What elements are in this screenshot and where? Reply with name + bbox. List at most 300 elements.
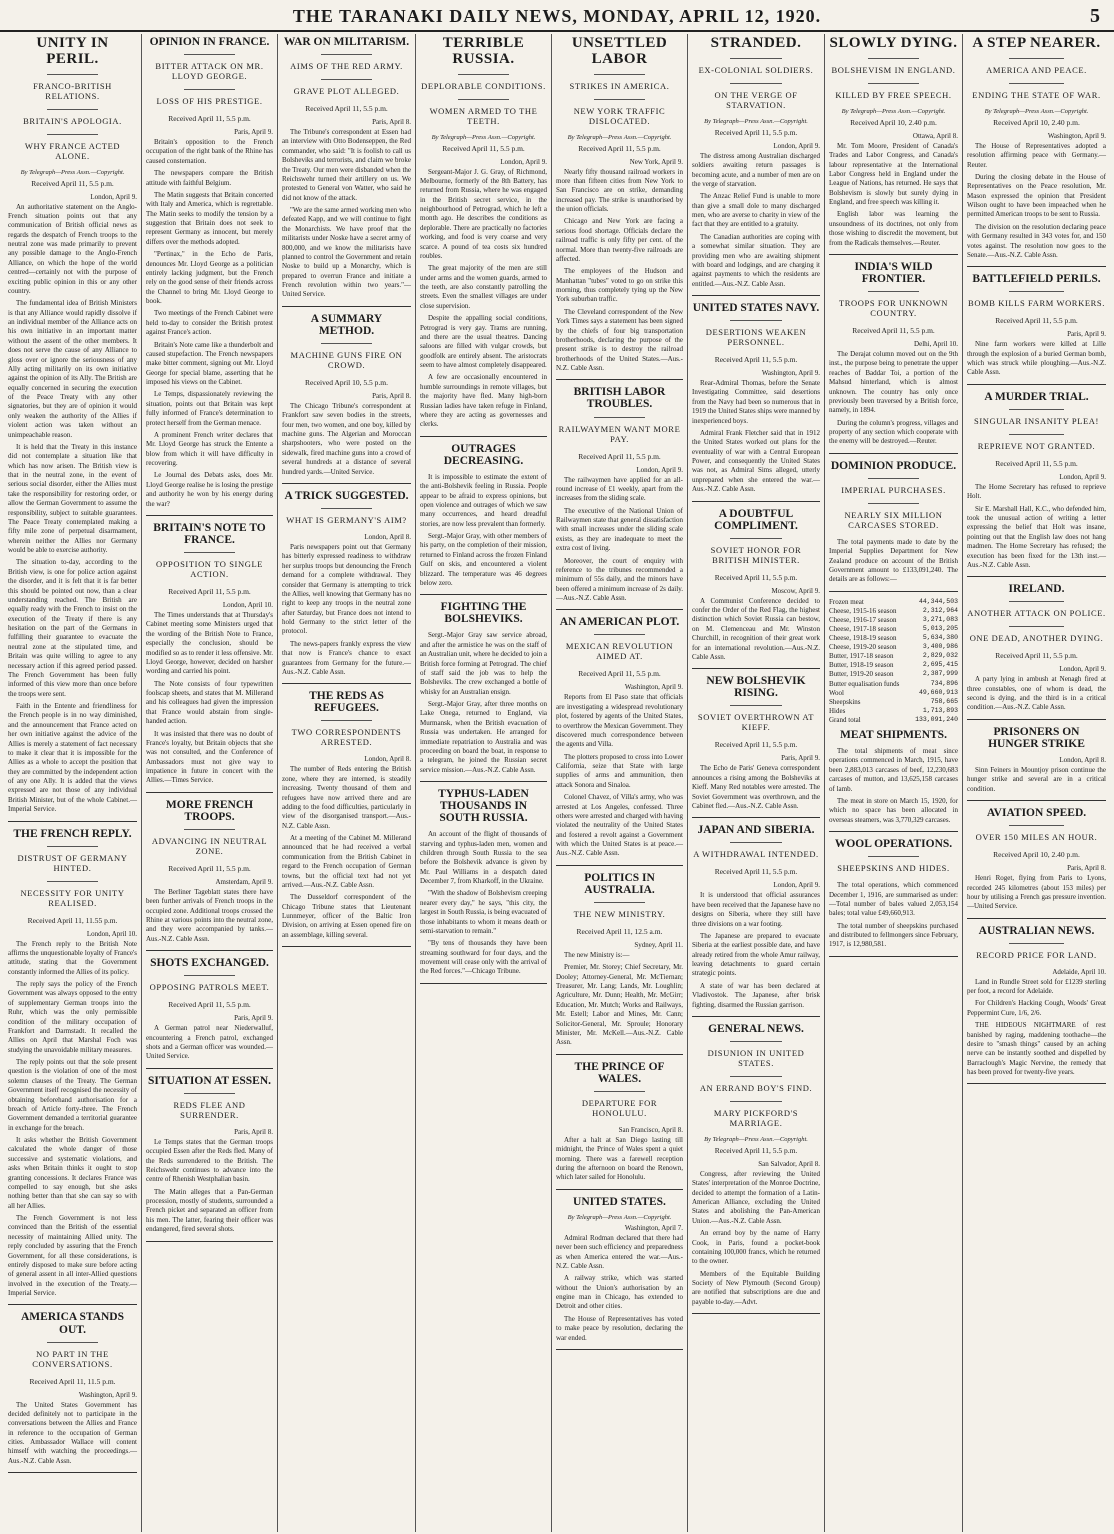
divider bbox=[47, 1342, 99, 1343]
story-paragraph: Admiral Frank Fletcher said that in 1912 the United States worked out plans for the eventuality of war with a Central European Power, and consequently the United States was not, as Admiral Sims alleged, utterly unprepared when she entered the war.—Aus.-N.Z. Cable Assn. bbox=[692, 428, 820, 494]
story-paragraph: A Communist Conference decided to confer the Order of the Red Flag, the highest distinction which Soviet Russia can bestow, on M. Clemenceau and Mr. Winston Churchill, in recognition of their great work for an international revolution.—Aus.-N.Z. Cable Assn. bbox=[692, 596, 820, 661]
story-paragraph: Henri Roget, flying from Paris to Lyons, recorded 245 kilometres (about 153 miles) per hour by utilising a French gas pressure invention.—United Service. bbox=[967, 874, 1106, 911]
story-paragraph: The Chicago Tribune's correspondent at Frankfort saw seven bodies in the streets, four men, two women, and one boy, killed by machine guns. The Algerian and Moroccan sharpshooters, who were posted on the sidewalk, fired machine guns into a crowd of several hundreds at a distance of several hundred yards.—United Service. bbox=[282, 401, 411, 476]
story-paragraph: The Derajat column moved out on the 9th inst., the purpose being to penetrate the upper reaches of Baddar Toi, a portion of the Mahsud hinterland, which is almost unknown. The country has only once previously been traversed by a British force, namely, in 1894. bbox=[829, 350, 958, 415]
table-row bbox=[829, 670, 958, 679]
story-subheading: OPPOSITION TO SINGLE ACTION. bbox=[155, 559, 264, 580]
story-subheading: DEPARTURE FOR HONOLULU. bbox=[581, 1097, 658, 1118]
story-body bbox=[967, 978, 1106, 1078]
story-body bbox=[556, 168, 683, 374]
dateline: London, April 8. bbox=[1059, 755, 1106, 764]
news-story bbox=[967, 583, 1106, 720]
story-paragraph: At a meeting of the Cabinet M. Millerand announced that he had received a verbal communication from the British Cabinet in regard to the French occupation of German towns, but the official text had not yet arrived.—Aus.-N.Z. Cable Assn. bbox=[282, 834, 411, 889]
received-time: Received April 10, 2.40 p.m. bbox=[993, 850, 1080, 860]
story-subheading: A WITHDRAWAL INTENDED. bbox=[693, 849, 819, 860]
divider bbox=[321, 54, 373, 55]
table-item: Cheese, 1916-17 season bbox=[829, 615, 897, 624]
story-paragraph: The Anzac Relief Fund is unable to more than give a small dole to many discharged men, who are averse to charity in view of the fact that they are entitled to a gratuity. bbox=[692, 192, 820, 229]
story-separator bbox=[829, 591, 958, 592]
story-headline: BATTLEFIELD PERILS. bbox=[972, 273, 1101, 286]
received-time: Received April 11, 5.5 p.m. bbox=[305, 104, 388, 114]
press-credit: By Telegraph—Press Assn.—Copyright. bbox=[704, 117, 808, 125]
divider bbox=[594, 1091, 645, 1092]
divider bbox=[730, 83, 781, 84]
story-paragraph: The Cleveland correspondent of the New York Times says a statement has been signed by the chiefs of four big transportation brotherhoods, declaring the purpose of the present strike is to destroy the railroad brotherhoods of the United States.—Aus.-N.Z. Cable Assn. bbox=[556, 307, 683, 372]
produce-payments-table bbox=[829, 598, 958, 725]
received-time: Received April 11, 5.5 p.m. bbox=[578, 451, 661, 461]
story-paragraph: Sergt.-Major Gray, after three months on Lake Onega, returned to England, via Murmansk, when the British evacuation of Russia was undertaken. He arranged for immediate repatriation to Australia and was proceeding on board the boat, in response to a telegram, he joined the Russian secret service mission.—Aus.-N.Z. Cable Assn. bbox=[420, 700, 547, 774]
received-time: Received April 11, 5.5 p.m. bbox=[714, 867, 798, 877]
story-separator bbox=[282, 483, 411, 484]
received-time: Received April 11, 5.5 p.m. bbox=[168, 863, 251, 873]
story-body bbox=[829, 747, 958, 825]
story-paragraph: The meat in store on March 15, 1920, for which no space has been allocated in overseas steamers, was 3,770,329 carcases. bbox=[829, 796, 958, 824]
story-separator bbox=[556, 379, 683, 380]
received-time: Received April 11, 5.5 p.m. bbox=[578, 669, 661, 679]
story-separator bbox=[146, 1241, 273, 1242]
received-time: Received April 11, 5.5 p.m. bbox=[442, 143, 525, 153]
story-headline: AMERICA STANDS OUT. bbox=[21, 1311, 124, 1336]
dateline: London, April 9. bbox=[500, 157, 547, 166]
news-story bbox=[282, 313, 411, 484]
table-item: Butter, 1919-20 season bbox=[829, 670, 894, 679]
news-story bbox=[967, 36, 1106, 267]
story-separator bbox=[829, 453, 958, 454]
story-paragraph: Admiral Rodman declared that there had never been such efficiency and preparedness as when America entered the war.—Aus.-N.Z. Cable Assn. bbox=[556, 1233, 683, 1270]
divider bbox=[184, 975, 235, 976]
story-paragraph: The employees of the Hudson and Manhattan "tubes" voted to go on strike this morning, thus completely tying up the New York suburban traffic. bbox=[556, 267, 683, 304]
story-subheading: NEW YORK TRAFFIC DISLOCATED. bbox=[573, 105, 666, 126]
news-story bbox=[146, 522, 273, 793]
story-paragraph: The Canadian authorities are coping with a somewhat similar situation. They are providing men who are awaiting shipment with board and lodgings, and are charging it against payments to which the residents are entitled.—Aus.-N.Z. Cable Assn. bbox=[692, 232, 820, 288]
story-paragraph: Sergt.-Major Gray, with other members of his party, on the completion of their mission, returned to Finland across the frozen Finland Gulf on skis, and encountered a violent blizzard. The temperature was 46 degrees below zero. bbox=[420, 532, 547, 587]
news-story bbox=[556, 1196, 683, 1350]
story-paragraph: The executive of the National Union of Railwaymen state that general dissatisfaction with small increases under the sliding scale exists, as they are inadequate to meet the extra cost of living. bbox=[556, 506, 683, 553]
table-row bbox=[829, 643, 958, 652]
divider bbox=[594, 634, 645, 635]
story-paragraph: A railway strike, which was started without the Union's authorisation by an engine man in Chicago, has extended to Detroit and other cities. bbox=[556, 1274, 683, 1311]
story-separator bbox=[692, 817, 820, 818]
story-paragraph: An errand boy by the name of Harry Cook, in Paris, found a pocket-book containing 100,000 francs, which he returned to the owner. bbox=[692, 1229, 820, 1266]
story-headline: UNITED STATES NAVY. bbox=[692, 302, 820, 314]
story-paragraph: Le Temps states that the German troops occupied Essen after the Reds fled. Many of the Reds surrendered to the British. The Reichswehr continues to advance into the centre of Rhenish Westphalian basin. bbox=[146, 1137, 273, 1184]
story-body bbox=[8, 1401, 137, 1467]
news-story bbox=[556, 386, 683, 610]
table-amount: 49,660,913 bbox=[918, 688, 958, 696]
story-subheading: DESERTIONS WEAKEN PERSONNEL. bbox=[705, 327, 807, 348]
table-row bbox=[829, 698, 958, 707]
story-subheading: DISTRUST OF GERMANY HINTED. bbox=[17, 852, 128, 873]
column-6 bbox=[688, 34, 825, 1532]
story-paragraph: The Matin alleges that a Pan-German procession, mostly of students, surrounded a French picket and separated an officer from his men. The latter, fearing their officer was endangered, fired several shots. bbox=[146, 1187, 273, 1234]
story-paragraph: A few are occasionally encountered in humble surroundings in remote villages, but the majority have fled. Many high-born Russian ladies have taken refuge in Finland, where they are acting as governesses and clerks. bbox=[420, 373, 547, 429]
news-story bbox=[282, 490, 411, 684]
story-subheading: TWO CORRESPONDENTS ARRESTED. bbox=[291, 727, 402, 748]
story-separator bbox=[967, 1083, 1106, 1084]
dateline: Sydney, April 11. bbox=[634, 940, 683, 949]
divider bbox=[868, 503, 920, 504]
story-separator bbox=[146, 1068, 273, 1069]
news-story bbox=[967, 925, 1106, 1085]
story-headline: TERRIBLE RUSSIA. bbox=[442, 35, 525, 67]
divider bbox=[184, 54, 235, 55]
news-story bbox=[420, 443, 547, 596]
dateline: Paris, April 8. bbox=[372, 391, 411, 400]
received-time: Received April 11, 5.5 p.m. bbox=[714, 740, 798, 750]
story-subheading: DEPLORABLE CONDITIONS. bbox=[421, 80, 546, 91]
received-time: Received April 10, 5.5 p.m. bbox=[305, 377, 388, 387]
story-headline: A TRICK SUGGESTED. bbox=[284, 489, 409, 502]
divider bbox=[868, 478, 920, 479]
newspaper-columns bbox=[4, 34, 1110, 1532]
news-story bbox=[829, 36, 958, 255]
divider bbox=[1009, 58, 1065, 59]
story-subheading: NEARLY SIX MILLION CARCASES STORED. bbox=[844, 509, 943, 530]
dateline: London, April 9. bbox=[773, 881, 820, 890]
dateline: San Francisco, April 8. bbox=[618, 1125, 683, 1134]
story-body bbox=[282, 402, 411, 477]
divider bbox=[184, 1093, 235, 1094]
story-separator bbox=[556, 609, 683, 610]
story-paragraph: Despite the appalling social conditions, Petrograd is very gay. Trams are running, and there are the usual theatres. Dancing saloons are filled with vulgar crowds, but goodfolk are entirely absent. The aristocrats seem to have almost completely disappeared. bbox=[420, 314, 547, 369]
news-story bbox=[8, 828, 137, 1306]
story-paragraph: The railwaymen have applied for an all-round increase of £1 weekly, apart from the increases from the sliding scale. bbox=[556, 475, 683, 503]
table-row bbox=[829, 634, 958, 643]
dateline: London, April 10. bbox=[222, 601, 273, 610]
received-time: Received April 11, 5.5 p.m. bbox=[714, 1145, 798, 1155]
story-body bbox=[556, 476, 683, 604]
story-body bbox=[282, 543, 411, 677]
story-paragraph: Rear-Admiral Thomas, before the Senate Investigating Committee, said desertions from the Navy had been so numerous that in 1919 the United States ships were manned by inexperienced boys. bbox=[692, 379, 820, 425]
news-story bbox=[282, 690, 411, 947]
story-body bbox=[692, 891, 820, 1010]
table-row bbox=[829, 680, 958, 689]
story-paragraph: The situation to-day, according to the British view, is one for police action against the disorder, and it is felt that it is far better this should be pointed out now, than a clear understanding reached. The British are equally ready with the French to insist on the execution of the Treaty if there is any hesitation on the part of the Germans in fulfilling their guarantee to evacuate the neutral zone at the stipulated time, and Britain was quite willing to agree to any necessary action if this agreed period passed. The French Government has been fully informed of this view more than once before the troops were sent. bbox=[8, 558, 137, 698]
dateline: London, April 10. bbox=[86, 929, 137, 938]
story-separator bbox=[146, 950, 273, 951]
dateline: Paris, April 8. bbox=[1067, 864, 1106, 873]
received-time: Received April 11, 11.5 p.m. bbox=[29, 1376, 116, 1386]
story-separator bbox=[8, 1472, 137, 1473]
news-story bbox=[556, 1061, 683, 1190]
story-subheading: NO PART IN THE CONVERSATIONS. bbox=[32, 1348, 113, 1369]
story-paragraph: After a halt at San Diego lasting till midnight, the Prince of Wales spent a quiet morning. There was a farewell reception during the afternoon on board the Renown, which later sailed for Honolulu. bbox=[556, 1135, 683, 1182]
story-body bbox=[829, 350, 958, 447]
dateline: Amsterdam, April 9. bbox=[215, 877, 273, 886]
divider bbox=[184, 89, 235, 90]
column-2 bbox=[142, 34, 278, 1532]
divider bbox=[1009, 291, 1065, 292]
story-paragraph: An authoritative statement on the Anglo-French situation points out that any communication of British official news as regards the despatch of French troops to the neutral zone was made primarily to prevent any possible damage to the Anglo-French Alliance, on which the hope of the world centred—certainly not with the purpose of exciting public opinion in this or any other country. bbox=[8, 202, 137, 295]
news-story bbox=[967, 807, 1106, 919]
divider bbox=[321, 720, 373, 721]
story-paragraph: During the column's progress, villages and property of any section which cooperate with the enemy will be destroyed.—Reuter. bbox=[829, 418, 958, 446]
story-body bbox=[282, 128, 411, 300]
story-paragraph: Reports from El Paso state that officials are investigating a widespread revolutionary plot, fostered by agents of the United States, to overthrow the Mexican Government. They discovered much correspondence between the agents and Villa. bbox=[556, 693, 684, 749]
dateline: New York, April 9. bbox=[629, 157, 683, 166]
story-paragraph: It is held that the Treaty in this instance did not contemplate a situation like that which has now arisen. The British view is that in the neutral zone, in the event of serious social disorder, either the Allies must take the responsibility for restoring order, or allow the German Government to assume the responsibility, subject to suitable guarantees. The Peace Treaty contemplated making a fifty mile zone of perpetual disarmament, wherein neither the Allies nor Germany would be able to exercise authority. bbox=[8, 442, 137, 554]
received-time: Received April 11, 5.5 p.m. bbox=[714, 127, 798, 137]
divider bbox=[730, 1101, 781, 1102]
table-item: Cheese, 1917-18 season bbox=[829, 624, 897, 633]
news-story bbox=[692, 508, 820, 670]
story-subheading: THE NEW MINISTRY. bbox=[573, 908, 666, 919]
column-5 bbox=[552, 34, 688, 1532]
story-paragraph: The United States Government has decided definitely not to participate in the conversations between the Allies and France in reference to the occupation of German cities. Ambassador Wallace will content himself with watching the proceedings.—Aus.-N.Z. Cable Assn. bbox=[8, 1400, 137, 1465]
story-subheading: RECORD PRICE FOR LAND. bbox=[976, 949, 1097, 960]
story-headline: BRITISH LABOR TROUBLES. bbox=[573, 386, 666, 411]
story-body bbox=[692, 764, 820, 811]
story-subheading: GRAVE PLOT ALLEGED. bbox=[293, 86, 400, 97]
story-paragraph: The Berliner Tageblatt states there have been further arrivals of French troops in the occupied zone. Additional troops crossed the Rhine at various points into the neutral zone, and they were accompanied by tanks.—Aus.-N.Z. Cable Assn. bbox=[146, 887, 273, 943]
story-paragraph: Sergt.-Major Gray saw service abroad, and after the armistice he was on the staff of an Australian unit, where he decided to join a British force forming at Petrograd. The chief of staff said the job was to help the Bolsheviks. The crew exchanged a bottle of whisky for an Australian ensign. bbox=[420, 631, 547, 696]
story-body bbox=[556, 1234, 683, 1343]
story-headline: GENERAL NEWS. bbox=[708, 1022, 804, 1035]
table-amount: 2,312,964 bbox=[922, 606, 958, 614]
story-paragraph: "By tens of thousands they have been streaming southward for four days, and the movement will cease only with the arrival of the Red forces."—Chicago Tribune. bbox=[420, 939, 547, 976]
story-paragraph: Britain's Note came like a thunderbolt and caused stupefaction. The French newspapers make bitter comment, signing out Mr. Lloyd George for special blame, asserting that he imposed his views on the Cabinet. bbox=[146, 340, 273, 387]
dateline: London, April 9. bbox=[773, 141, 820, 150]
received-time: Received April 11, 5.5 p.m. bbox=[168, 587, 251, 597]
story-headline: SITUATION AT ESSEN. bbox=[147, 1074, 272, 1087]
news-story bbox=[692, 1023, 820, 1314]
story-paragraph: An account of the flight of thousands of starving and typhus-laden men, women and children through South Russia to the sea before the Bolshevik advance is given by Mr. Paul Williams in a despatch dated December 7, from Kharkoff, in the Ukraine. bbox=[420, 830, 547, 886]
story-headline: IRELAND. bbox=[1008, 583, 1065, 596]
story-separator bbox=[420, 436, 547, 437]
table-item: Butter equalisation funds bbox=[829, 679, 900, 688]
story-subheading: BITTER ATTACK ON MR. LLOYD GEORGE. bbox=[155, 61, 264, 82]
dateline: Washington, April 9. bbox=[78, 1390, 137, 1399]
press-credit: By Telegraph—Press Assn.—Copyright. bbox=[984, 107, 1089, 115]
story-separator bbox=[146, 792, 273, 793]
story-subheading: SHEEPSKINS AND HIDES. bbox=[837, 863, 950, 874]
dateline: Moscow, April 9. bbox=[771, 586, 820, 595]
story-paragraph: It asks whether the British Government calculated the whole danger of those successive and systematic violations, and asks when Britain thinks it ought to stop granting concessions. It declares France was compelled to say enough, but she asks nothing better than that she can say so with all her Allies. bbox=[8, 1136, 137, 1210]
news-story bbox=[829, 261, 958, 454]
story-subheading: AMERICA AND PEACE. bbox=[986, 64, 1087, 75]
story-headline: WOOL OPERATIONS. bbox=[834, 838, 953, 851]
story-headline: TYPHUS-LADEN THOUSANDS IN SOUTH RUSSIA. bbox=[438, 788, 529, 825]
story-separator bbox=[8, 1304, 137, 1305]
divider bbox=[1009, 825, 1065, 826]
news-story bbox=[692, 36, 820, 296]
divider bbox=[730, 58, 781, 59]
dateline: London, April 9. bbox=[1059, 665, 1106, 674]
story-subheading: MARY PICKFORD'S MARRIAGE. bbox=[713, 1107, 799, 1128]
story-paragraph: "We are the same armed working men who defeated Kapp, and we will continue to fight the Monarchists. We have proof that the militarists under Noske have a secret army of 800,000, and we know the militarists have planned to control the Government and retain Noske to build up a Monarchy, which is prepared to overrun France and initiate a French revolution within two years."—United Service. bbox=[282, 206, 411, 299]
story-headline: SLOWLY DYING. bbox=[829, 35, 958, 51]
story-body bbox=[146, 611, 273, 786]
story-paragraph: Members of the Equitable Building Society of New Plymouth (Second Group) are notified that subscriptions are due and payable to-day.—Advt. bbox=[692, 1269, 820, 1306]
story-body bbox=[967, 766, 1106, 794]
story-subheading: REPRIEVE NOT GRANTED. bbox=[977, 440, 1096, 451]
story-separator bbox=[967, 800, 1106, 801]
story-body bbox=[692, 597, 820, 663]
dateline: London, April 9. bbox=[636, 465, 683, 474]
story-paragraph: The French Government is not less convinced than the British of the essential necessity of maintaining Allied unity. The reply concluded by assuring that the French Government, for all these considerations, is entirely disposed to make sure before acting of general assent in all inter-Allied questions involved in the execution of the Treaty.—Imperial Service. bbox=[8, 1214, 137, 1298]
received-time: Received April 11, 5.5 p.m. bbox=[168, 114, 251, 124]
story-body bbox=[146, 888, 273, 944]
story-separator bbox=[420, 781, 547, 782]
story-paragraph: The new Ministry is:— bbox=[564, 950, 630, 959]
story-headline: A MURDER TRIAL. bbox=[984, 390, 1089, 403]
received-time: Received April 11, 5.5 p.m. bbox=[995, 651, 1078, 661]
dateline: Paris, April 8. bbox=[234, 1127, 273, 1136]
divider bbox=[730, 320, 781, 321]
story-paragraph: The Japanese are prepared to evacuate Siberia at the earliest possible date, and have already retired from the whole Amur railway, leaving detachments to guard certain strategic points. bbox=[692, 931, 820, 978]
story-headline: JAPAN AND SIBERIA. bbox=[697, 824, 815, 837]
story-body bbox=[556, 693, 683, 858]
story-paragraph: The number of Reds entering the British zone, where they are interned, is steadily increasing. Twenty thousand of them and refugees have now arrived there and are adding to the food difficulties, particularly in view of the disorganised transport.—Aus.-N.Z. Cable Assn. bbox=[282, 765, 411, 830]
dateline: Paris, April 9. bbox=[781, 754, 820, 763]
story-subheading: REDS FLEE AND SURRENDER. bbox=[173, 1099, 246, 1120]
story-body bbox=[967, 142, 1106, 261]
divider bbox=[868, 291, 920, 292]
story-body bbox=[692, 1170, 820, 1307]
story-paragraph: During the closing debate in the House of Representatives on the Peace resolution, Mr. Mason expressed the opinion that President Wilson ought to have been impeached when he permitted American troops to be sent to Russia. bbox=[967, 172, 1106, 219]
divider bbox=[47, 74, 99, 75]
news-story bbox=[8, 36, 137, 822]
story-subheading: BRITAIN'S APOLOGIA. bbox=[23, 115, 122, 126]
divider bbox=[730, 1041, 781, 1042]
news-story bbox=[146, 36, 273, 516]
story-subheading: BOLSHEVISM IN ENGLAND. bbox=[831, 64, 956, 75]
table-amount: 2,829,032 bbox=[922, 652, 958, 660]
story-paragraph: The plotters proposed to cross into Lower California, seize that State with large supplies of arms and ammunition, then attack Sonora and Sinaloa. bbox=[556, 752, 683, 789]
news-story bbox=[556, 616, 683, 865]
story-body bbox=[967, 483, 1106, 570]
table-amount: 44,344,503 bbox=[918, 597, 958, 605]
received-time: Received April 11, 5.5 p.m. bbox=[714, 355, 798, 365]
story-paragraph: A state of war has been declared at Vladivostok. The Japanese, after brisk fighting, disarmed the Russian garrison. bbox=[692, 981, 820, 1009]
divider bbox=[1009, 409, 1065, 410]
column-8 bbox=[963, 34, 1110, 1532]
divider bbox=[184, 552, 235, 553]
story-paragraph: Sergeant-Major J. G. Gray, of Richmond, Melbourne, formerly of the 8th Battery, has returned from Russia, where he was engaged in the British secret service, in the neighbourhood of Petrograd, which he left a month ago. He describes the conditions as deplorable. There are practically no factories working, and food is very coarse and very scarce. A pound of tea costs six hundred roubles. bbox=[420, 167, 547, 260]
table-item: Cheese, 1919-20 season bbox=[829, 643, 897, 652]
dateline: Washington, April 9. bbox=[761, 369, 820, 378]
table-amount: 1,713,893 bbox=[922, 706, 958, 714]
news-story bbox=[829, 460, 958, 592]
divider bbox=[594, 74, 645, 75]
divider bbox=[730, 538, 781, 539]
story-paragraph: "Pertinax," in the Echo de Paris, denounces Mr. Lloyd George as a politician entirely lacking judgment, but the French rely on the good sense of their friends across the Channel to bring Mr. Lloyd George to book. bbox=[146, 250, 273, 306]
story-separator bbox=[967, 719, 1106, 720]
story-separator bbox=[692, 295, 820, 296]
story-headline: POLITICS IN AUSTRALIA. bbox=[584, 871, 655, 896]
story-body bbox=[420, 830, 547, 977]
story-paragraph: Faith in the Entente and friendliness for the French people is in no way diminished, and the announcement that France acted on her own initiative against the advice of the Allies is merely a statement of fact necessary to make it clear that it is impossible for the Allies as a whole to accept the position that they are committed by the independent action of any one Ally. It is added that the views expressed are not those of any individual British Minister, but of the whole Cabinet.—Imperial Service. bbox=[8, 702, 137, 814]
table-item: Cheese, 1915-16 season bbox=[829, 606, 897, 615]
story-subheading: WHY FRANCE ACTED ALONE. bbox=[24, 140, 121, 161]
story-body bbox=[420, 473, 547, 589]
story-headline: THE REDS AS REFUGEES. bbox=[309, 690, 384, 715]
divider bbox=[868, 58, 920, 59]
received-time: Received April 11, 5.5 p.m. bbox=[714, 572, 798, 582]
dateline: Paris, April 9. bbox=[234, 128, 273, 137]
press-credit: By Telegraph—Press Assn.—Copyright. bbox=[841, 107, 946, 115]
story-separator bbox=[8, 821, 137, 822]
news-story bbox=[146, 1075, 273, 1242]
story-headline: NEW BOLSHEVIK RISING. bbox=[706, 675, 806, 700]
received-time: Received April 10, 2.40 p.m. bbox=[850, 117, 937, 127]
story-subheading: SOVIET OVERTHROWN AT KIEFF. bbox=[697, 712, 815, 733]
story-subheading: AIMS OF THE RED ARMY. bbox=[290, 61, 403, 72]
story-paragraph: THE HIDEOUS NIGHTMARE of rest banished by raging, maddening toothache—the desire to "smash things" caused by an aching nerve can be instantly soothed and dispelled by Barraclough's Magic Nervine, the remedy that has been proved for twenty-five years. bbox=[967, 1021, 1106, 1077]
story-paragraph: The Matin suggests that Britain concerted with Italy and America, which is regrettable. The Matin seeks to modify the tension by a suggestion that Britain does not seek to represent Germany as innocent, but merely differs over the methods adopted. bbox=[146, 190, 273, 246]
divider bbox=[1009, 943, 1065, 944]
divider bbox=[321, 343, 373, 344]
dateline: Paris, April 9. bbox=[1067, 330, 1106, 339]
divider bbox=[47, 134, 99, 135]
table-item: Butter, 1917-18 season bbox=[829, 652, 894, 661]
press-credit: By Telegraph—Press Assn.—Copyright. bbox=[431, 133, 536, 141]
story-subheading: OVER 150 MILES AN HOUR. bbox=[975, 832, 1098, 843]
divider bbox=[594, 99, 645, 100]
column-7 bbox=[825, 34, 963, 1532]
press-credit: By Telegraph—Press Assn.—Copyright. bbox=[20, 168, 125, 176]
story-paragraph: The reply says the policy of the French Government was always opposed to the entry of supplementary German troops into the Ruhr, which was the only permissible condition of the military occupation of Frankfort and Darmstadt. It recalled the Allies on April that Marshal Foch was studying the unavoidable military measures. bbox=[8, 980, 137, 1054]
news-story bbox=[556, 872, 683, 1055]
story-subheading: KILLED BY FREE SPEECH. bbox=[835, 89, 952, 100]
story-separator bbox=[692, 1016, 820, 1017]
column-3 bbox=[278, 34, 416, 1532]
dateline: Paris, April 9. bbox=[234, 1014, 273, 1023]
story-subheading: NECESSITY FOR UNITY REALISED. bbox=[20, 887, 125, 908]
story-headline: UNSETTLED LABOR bbox=[571, 35, 668, 67]
story-separator bbox=[556, 865, 683, 866]
story-paragraph: The news-papers frankly express the view that now is France's chance to exact guarantees from Germany for the future.—Aus.-N.Z. Cable Assn. bbox=[282, 639, 411, 676]
story-headline: PRISONERS ON HUNGER STRIKE bbox=[988, 725, 1085, 750]
story-subheading: OPPOSING PATROLS MEET. bbox=[149, 982, 270, 993]
story-body bbox=[829, 142, 958, 248]
story-paragraph: The fundamental idea of British Ministers is that any Alliance would rapidly dissolve if an individual member of the Alliance acts on his own initiative in an important matter without the assent of the other members. It does not serve the cause of any Alliance to gloss over or ignore the seriousness of any Ally acting militarily on its own initiative against the opinion of its Ally. The British are equally concerned in securing the execution of the Peace Treaty with any other signatories, but they are of opinion it would only weaken the authority of the Allies if violent action was taken without an unimpeachable reason. bbox=[8, 299, 137, 439]
story-subheading: IMPERIAL PURCHASES. bbox=[841, 484, 946, 495]
story-separator bbox=[282, 683, 411, 684]
table-item: Frozen meat bbox=[829, 597, 864, 606]
table-amount: 758,665 bbox=[930, 697, 958, 705]
story-paragraph: A party lying in ambush at Nenagh fired at three constables, one of whom is dead, the second is dying, and the third is in a critical condition.—Aus.-N.Z. Cable Assn. bbox=[967, 675, 1106, 712]
story-subheading: TROOPS FOR UNKNOWN COUNTRY. bbox=[838, 298, 949, 318]
story-separator bbox=[692, 668, 820, 669]
masthead bbox=[0, 0, 1114, 32]
story-separator bbox=[282, 306, 411, 307]
news-story bbox=[967, 391, 1106, 577]
divider bbox=[594, 417, 645, 418]
story-body bbox=[556, 951, 683, 1048]
newspaper-title: THE TARANAKI DAILY NEWS, MONDAY, APRIL 12, 1920. bbox=[292, 6, 822, 26]
story-paragraph: The Echo de Paris' Geneva correspondent announces a rising among the Bolsheviks at Kieff. Many Red notables were arrested. The Soviet Government was overthrown, and the Cabinet fled.—Aus.-N.Z. Cable Assn. bbox=[692, 764, 820, 810]
story-headline: MEAT SHIPMENTS. bbox=[840, 729, 947, 741]
dateline: London, April 8. bbox=[364, 533, 411, 541]
story-paragraph: The Tribune's correspondent at Essen had an interview with Otto Bodenseppen, the Red commander, who said: "It is foolish to call us Bolsheviks and terrorists, and claim we broke the Treaty. Our men were disbanded when the Reichswehr turned their artillery on us. We protested to General von Watter, who said he did not know of the attack. bbox=[282, 128, 411, 202]
story-paragraph: It is understood that official assurances have been received that the Japanese have no designs on Siberia, where they still have three divisions on a war footing. bbox=[692, 891, 820, 928]
news-story bbox=[692, 675, 820, 818]
story-body bbox=[967, 874, 1106, 912]
divider bbox=[1009, 83, 1065, 84]
story-paragraph: For Children's Hacking Cough, Woods' Great Peppermint Cure, 1/6, 2/6. bbox=[967, 999, 1106, 1017]
received-time: Received April 11, 11.55 p.m. bbox=[27, 915, 118, 925]
divider bbox=[321, 79, 373, 80]
divider bbox=[868, 856, 920, 857]
dateline: Washington, April 7. bbox=[624, 1223, 683, 1232]
dateline: London, April 8. bbox=[364, 755, 411, 764]
table-amount: 2,695,415 bbox=[922, 661, 958, 669]
story-subheading: AN ERRAND BOY'S FIND. bbox=[699, 1082, 813, 1093]
dateline: Delhi, April 10. bbox=[914, 340, 958, 348]
story-body bbox=[8, 203, 137, 815]
dateline: London, April 9. bbox=[90, 192, 137, 201]
